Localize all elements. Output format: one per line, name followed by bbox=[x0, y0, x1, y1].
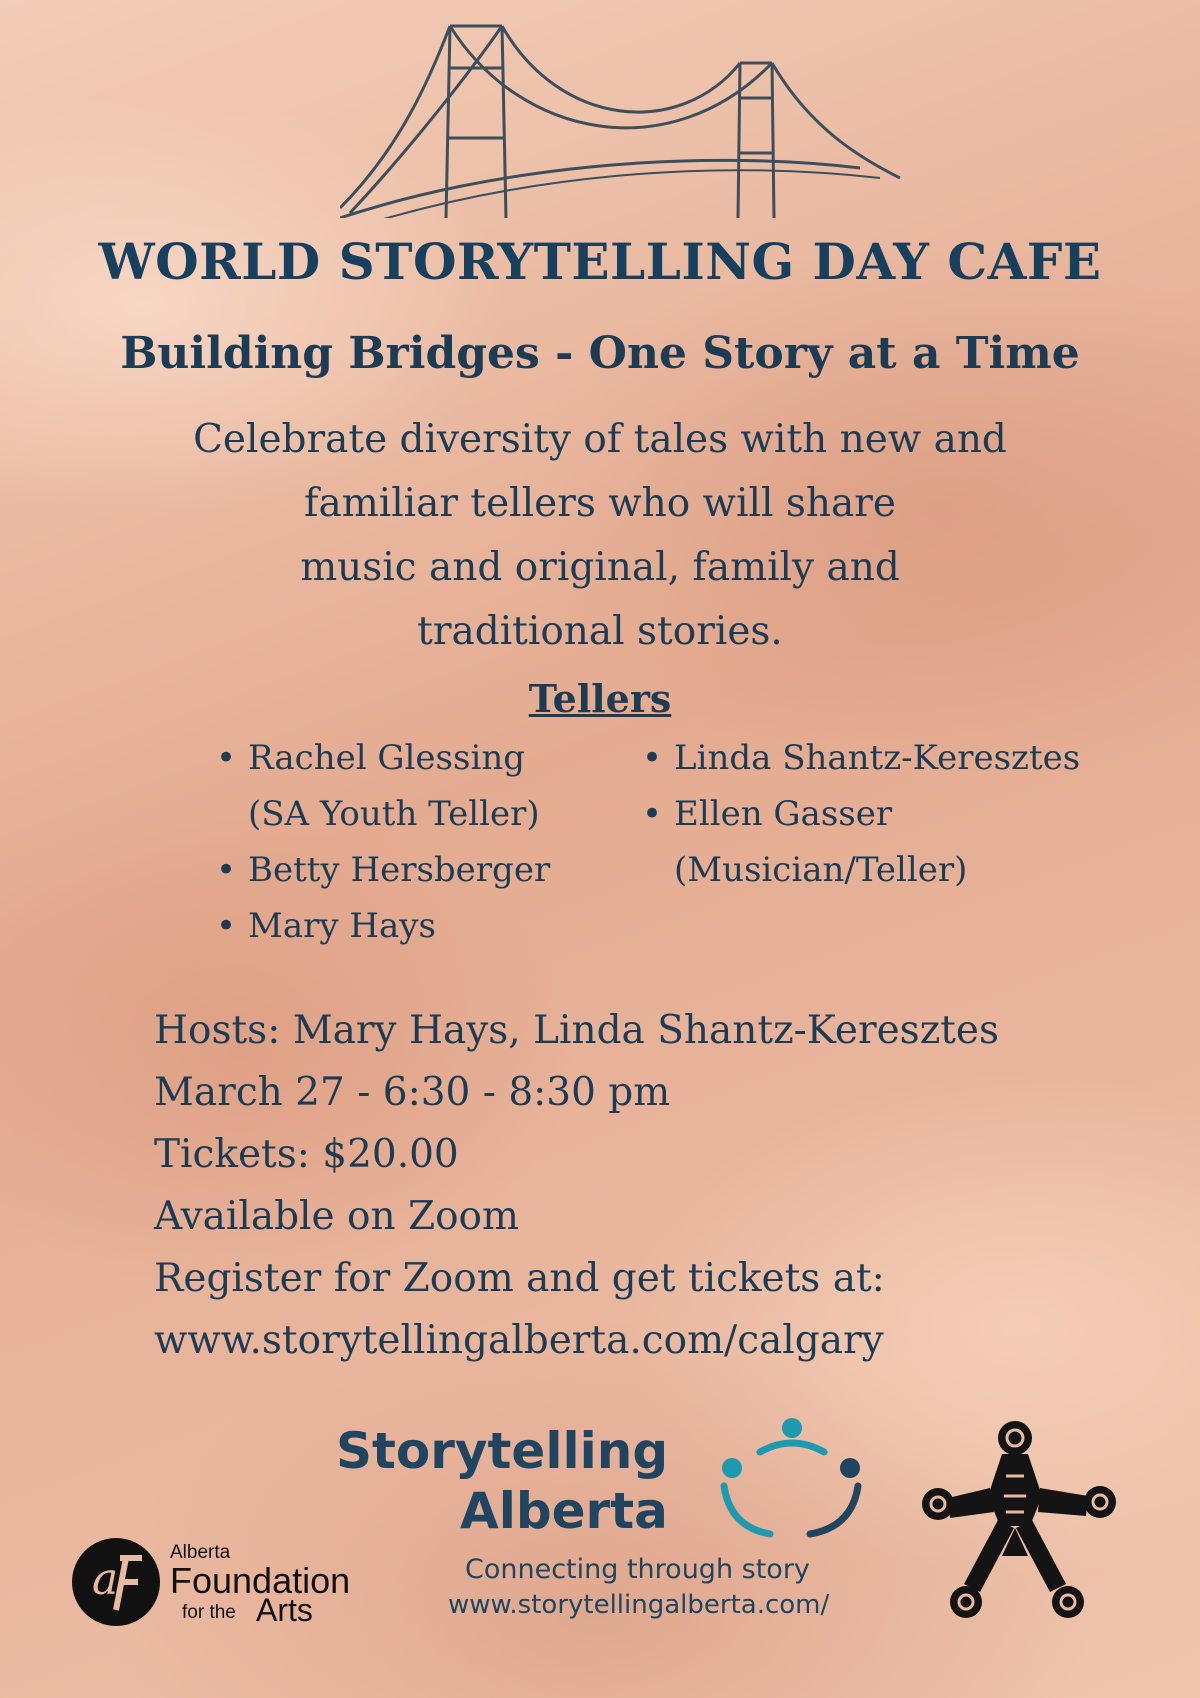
tellers-heading: Tellers bbox=[528, 676, 672, 721]
teller-item bbox=[216, 898, 550, 954]
afa-text-arts: Arts bbox=[256, 1592, 313, 1628]
bullet-icon: • bbox=[642, 738, 663, 778]
logo-word-alberta: Alberta bbox=[460, 1482, 668, 1540]
teller-note: (SA Youth Teller) bbox=[248, 794, 540, 834]
description-line: familiar tellers who will share bbox=[304, 481, 896, 526]
event-title: WORLD STORYTELLING DAY CAFE bbox=[98, 232, 1102, 291]
teller-name: Rachel Glessing bbox=[248, 738, 525, 778]
teller-item bbox=[642, 730, 1080, 786]
svg-text:a: a bbox=[92, 1554, 119, 1605]
date-time-line: March 27 - 6:30 - 8:30 pm bbox=[154, 1070, 671, 1115]
event-description bbox=[100, 408, 1100, 664]
availability-line: Available on Zoom bbox=[154, 1194, 520, 1239]
storytelling-alberta-logo bbox=[330, 1412, 870, 1620]
event-subtitle: Building Bridges - One Story at a Time bbox=[120, 328, 1080, 379]
bullet-icon: • bbox=[642, 794, 663, 834]
teller-name: Betty Hersberger bbox=[248, 850, 551, 890]
teller-item bbox=[216, 842, 550, 898]
afa-text-alberta: Alberta bbox=[170, 1542, 231, 1563]
bullet-icon: • bbox=[216, 906, 237, 946]
tickets-line: Tickets: $20.00 bbox=[154, 1132, 459, 1177]
bullet-icon: • bbox=[216, 738, 237, 778]
bullet-icon: • bbox=[216, 850, 237, 890]
teller-name: Ellen Gasser bbox=[674, 794, 893, 834]
afa-text-for-the: for the bbox=[182, 1602, 236, 1623]
logo-word-storytelling: Storytelling bbox=[336, 1422, 669, 1480]
hosts-line: Hosts: Mary Hays, Linda Shantz-Keresztes bbox=[154, 1008, 1000, 1053]
teller-name: Mary Hays bbox=[248, 906, 436, 946]
teller-item bbox=[642, 786, 1080, 898]
register-line: Register for Zoom and get tickets at: bbox=[154, 1256, 885, 1301]
description-line: traditional stories. bbox=[417, 609, 783, 654]
event-details bbox=[154, 1000, 999, 1372]
logo-tagline: Connecting through story bbox=[465, 1554, 810, 1585]
tellers-list-left bbox=[216, 730, 550, 954]
register-url[interactable]: www.storytellingalberta.com/calgary bbox=[154, 1318, 884, 1363]
logo-url[interactable]: www.storytellingalberta.com/ bbox=[448, 1590, 830, 1620]
description-line: music and original, family and bbox=[300, 545, 900, 590]
teller-item bbox=[216, 730, 550, 842]
afa-emblem-icon bbox=[70, 1536, 162, 1628]
description-line: Celebrate diversity of tales with new and bbox=[193, 417, 1007, 462]
bridge-illustration bbox=[340, 18, 940, 218]
teller-note: (Musician/Teller) bbox=[674, 850, 968, 890]
afa-text-foundation: Foundation bbox=[170, 1560, 351, 1601]
afa-logo bbox=[70, 1530, 400, 1630]
tellers-list-right bbox=[642, 730, 1080, 898]
dancing-figures-icon bbox=[910, 1416, 1120, 1626]
people-circle-icon bbox=[710, 1412, 870, 1542]
teller-name: Linda Shantz-Keresztes bbox=[674, 738, 1081, 778]
